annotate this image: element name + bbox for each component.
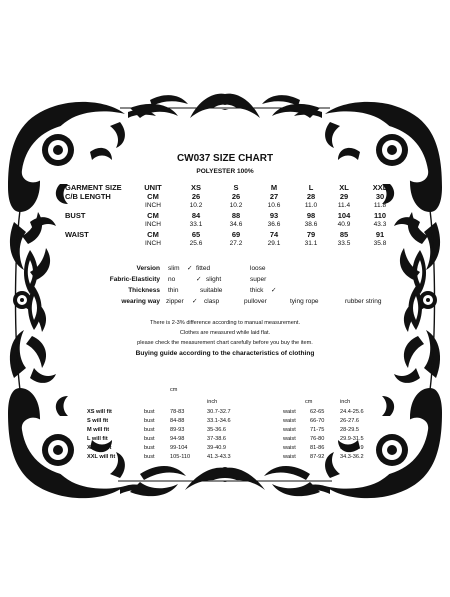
guide-bust-cm: 84-88 <box>170 418 185 424</box>
header-size-l: L <box>308 183 314 192</box>
option-tying-rope: tying rope <box>290 298 319 305</box>
option-zipper: zipper <box>166 298 184 305</box>
guide-col-cm: cm <box>170 387 178 393</box>
table-cell: 36.6 <box>267 221 281 228</box>
guide-bust-inch: 35-36.6 <box>207 427 226 433</box>
guide-waist-inch: 31.9-33.9 <box>340 445 364 451</box>
guide-bust-cm: 89-93 <box>170 427 185 433</box>
guide-waist-inch: 28-29.5 <box>340 427 359 433</box>
table-cell: 31.1 <box>304 240 318 247</box>
option-fitted: fitted <box>196 265 211 272</box>
table-cell: 26 <box>231 192 241 201</box>
guide-waist-inch: 29.9-31.5 <box>340 436 364 442</box>
guide-bust-cm: 99-104 <box>170 445 188 451</box>
guide-waist-inch: 26-27.6 <box>340 418 359 424</box>
table-cell: 88 <box>231 211 241 220</box>
guide-bust-inch: 37-38.6 <box>207 436 226 442</box>
table-cell: 30 <box>375 192 385 201</box>
table-cell: 35.8 <box>373 240 387 247</box>
guide-waist-cm: 71-75 <box>310 427 325 433</box>
guide-waist-cm: 81-86 <box>310 445 325 451</box>
table-cell: 91 <box>375 230 385 239</box>
row-unit: CM <box>147 211 159 220</box>
header-garment-size: GARMENT SIZE <box>65 183 122 192</box>
check-mark-icon: ✓ <box>192 298 198 305</box>
table-cell: 11.8 <box>373 202 387 209</box>
row-label: WAIST <box>65 230 89 239</box>
table-cell: 11.4 <box>337 202 351 209</box>
table-cell: 104 <box>337 211 351 220</box>
table-cell: 33.1 <box>189 221 203 228</box>
guide-waist-cm: 62-65 <box>310 409 325 415</box>
guide-waist-inch: 34.3-36.2 <box>340 454 364 460</box>
guide-bust-word: bust <box>144 427 155 433</box>
char-label-wearing-way: wearing way <box>121 298 160 305</box>
guide-waist-cm: 76-80 <box>310 436 325 442</box>
guide-waist-word: waist <box>283 436 296 442</box>
row-unit: INCH <box>145 240 161 247</box>
table-cell: 43.3 <box>373 221 387 228</box>
guide-bust-word: bust <box>144 445 155 451</box>
header-size-xl: XL <box>339 183 349 192</box>
option-slim: slim <box>168 265 180 272</box>
guide-size-label: XL will fit <box>87 445 112 451</box>
guide-size-label: L will fit <box>87 436 108 442</box>
material-subtitle: POLYESTER 100% <box>196 168 254 175</box>
table-cell: 79 <box>306 230 316 239</box>
table-cell: 84 <box>191 211 201 220</box>
option-slight: slight <box>206 276 222 283</box>
table-cell: 34.6 <box>229 221 243 228</box>
table-cell: 28 <box>306 192 316 201</box>
guide-bust-word: bust <box>144 409 155 415</box>
guide-size-label: M will fit <box>87 427 110 433</box>
table-cell: 74 <box>269 230 279 239</box>
guide-waist-word: waist <box>283 454 296 460</box>
header-size-m: M <box>270 183 278 192</box>
row-unit: INCH <box>145 221 161 228</box>
table-cell: 93 <box>269 211 279 220</box>
guide-waist-cm: 87-92 <box>310 454 325 460</box>
char-label-thickness: Thickness <box>128 287 160 294</box>
table-cell: 26 <box>191 192 201 201</box>
table-cell: 98 <box>306 211 316 220</box>
guide-waist-cm: 66-70 <box>310 418 325 424</box>
table-cell: 65 <box>191 230 201 239</box>
table-cell: 69 <box>231 230 241 239</box>
option-rubber-string: rubber string <box>345 298 382 305</box>
char-label-fabric-elasticity: Fabric-Elasticity <box>109 276 160 283</box>
option-loose: loose <box>250 265 266 272</box>
guide-waist-word: waist <box>283 427 296 433</box>
row-label: C/B LENGTH <box>65 192 111 201</box>
header-size-s: S <box>233 183 239 192</box>
row-unit: CM <box>147 192 159 201</box>
header-size-xs: XS <box>190 183 201 192</box>
guide-waist-inch: 24.4-25.6 <box>340 409 364 415</box>
table-cell: 25.6 <box>189 240 203 247</box>
option-clasp: clasp <box>204 298 220 305</box>
guide-col-cm: cm <box>305 399 313 405</box>
option-pullover: pullover <box>244 298 267 305</box>
guide-size-label: S will fit <box>87 418 109 424</box>
guide-bust-inch: 39-40.9 <box>207 445 226 451</box>
table-cell: 33.5 <box>337 240 351 247</box>
guide-col-inch: inch <box>340 399 351 405</box>
guide-bust-word: bust <box>144 454 155 460</box>
guide-size-label: XXL will fit <box>87 454 116 460</box>
table-cell: 10.6 <box>267 202 281 209</box>
guide-bust-inch: 30.7-32.7 <box>207 409 231 415</box>
buying-guide-title: Buying guide according to the characteristics of clothing <box>135 350 315 357</box>
table-cell: 85 <box>339 230 349 239</box>
row-label: BUST <box>65 211 86 220</box>
note-line: There is 2-3% difference according to manual measurement. <box>149 320 301 326</box>
table-cell: 29.1 <box>267 240 281 247</box>
table-cell: 38.6 <box>304 221 318 228</box>
guide-bust-word: bust <box>144 436 155 442</box>
note-line: Clothes are measured while laid flat. <box>179 330 271 336</box>
check-mark-icon: ✓ <box>271 287 277 294</box>
option-no: no <box>168 276 176 283</box>
guide-col-inch: inch <box>207 399 218 405</box>
table-cell: 10.2 <box>189 202 203 209</box>
guide-bust-cm: 94-98 <box>170 436 185 442</box>
guide-size-label: XS will fit <box>87 409 112 415</box>
guide-bust-cm: 105-110 <box>170 454 191 460</box>
option-super: super <box>250 276 267 283</box>
option-suitable: suitable <box>200 287 223 294</box>
check-mark-icon: ✓ <box>187 265 193 272</box>
table-cell: 11.0 <box>304 202 318 209</box>
note-line: please check the measurement chart carefully before you buy the item. <box>137 340 313 346</box>
table-cell: 27 <box>269 192 279 201</box>
header-size-xxl: XXL <box>372 183 388 192</box>
table-cell: 40.9 <box>337 221 351 228</box>
option-thin: thin <box>168 287 179 294</box>
guide-waist-word: waist <box>283 409 296 415</box>
table-cell: 110 <box>373 211 387 220</box>
guide-bust-word: bust <box>144 418 155 424</box>
char-label-version: Version <box>136 265 160 272</box>
guide-waist-word: waist <box>283 418 296 424</box>
guide-bust-cm: 78-83 <box>170 409 185 415</box>
guide-waist-word: waist <box>283 445 296 451</box>
row-unit: INCH <box>145 202 161 209</box>
guide-bust-inch: 33.1-34.6 <box>207 418 231 424</box>
header-unit: UNIT <box>144 183 162 192</box>
chart-title: CW037 SIZE CHART <box>176 153 274 164</box>
table-cell: 29 <box>339 192 349 201</box>
check-mark-icon: ✓ <box>196 276 202 283</box>
table-cell: 27.2 <box>229 240 243 247</box>
option-thick: thick <box>250 287 264 294</box>
table-cell: 10.2 <box>229 202 243 209</box>
guide-bust-inch: 41.3-43.3 <box>207 454 231 460</box>
row-unit: CM <box>147 230 159 239</box>
